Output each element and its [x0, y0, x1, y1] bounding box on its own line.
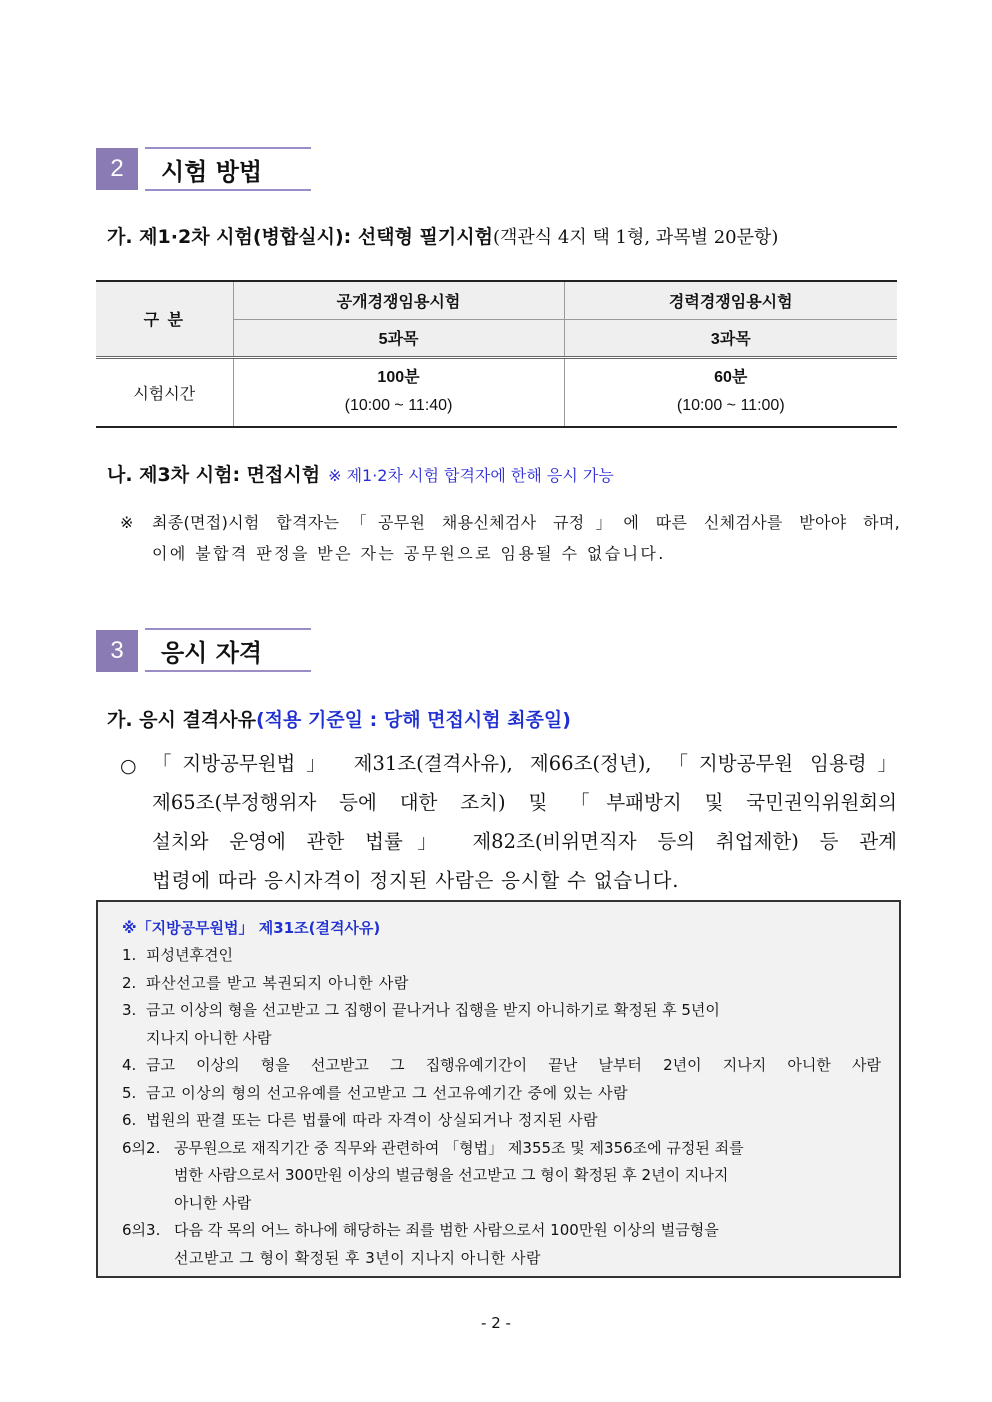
item-number: 2.: [122, 973, 137, 992]
interview-eligibility-note: ※ 제1·2차 시험 합격자에 한해 응시 가능: [328, 466, 614, 485]
item-text-block: [146, 997, 881, 1052]
career-duration: 60분: [714, 369, 748, 387]
item-text: 파산선고를 받고 복권되지 아니한 사람: [146, 973, 409, 992]
article-31-title: ※「지방공무원법」 제31조(결격사유): [122, 919, 381, 937]
item-text: 법원의 판결 또는 다른 법률에 따라 자격이 상실되거나 정지된 사람: [146, 1111, 599, 1129]
table-cell-open-time: [233, 357, 564, 427]
item-text: 공무원으로 재직기간 중 직무와 관련하여 「형법」 제355조 및 제356조에 규정된 죄를: [174, 1138, 744, 1157]
subheading-disqualification: [107, 705, 571, 732]
career-time-range: (10:00 ~ 11:00): [676, 397, 785, 415]
item-number: 6.: [122, 1111, 137, 1129]
item-number: 6의2.: [122, 1138, 161, 1157]
item-text: 아니한 사람: [174, 1193, 252, 1212]
item-text-block: [174, 1217, 881, 1272]
item-number: 5.: [122, 1083, 137, 1102]
article-item: [122, 1052, 881, 1080]
article-item: [122, 1080, 881, 1108]
open-time-range: (10:00 ~ 11:40): [344, 397, 453, 415]
table-cell-career-subjects: 3과목: [564, 319, 897, 357]
item-text: 금고 이상의 형의 선고유예를 선고받고 그 선고유예기간 중에 있는 사람: [146, 1083, 629, 1102]
reference-date-note: (적용 기준일 : 당해 면접시험 최종일): [255, 709, 571, 731]
notice-mark: ※: [120, 513, 134, 532]
table-cell-open-subjects: 5과목: [233, 319, 564, 357]
disqualification-paragraph: [152, 744, 897, 900]
subheading-disqualification-bold: 가. 응시 결격사유: [107, 709, 256, 731]
table-cell-career-time: [564, 357, 897, 427]
section-title: 시험 방법: [145, 147, 311, 191]
table-header-category: 구 분: [96, 281, 233, 357]
article-item: [122, 1135, 881, 1218]
item-text: 다음 각 목의 어느 하나에 해당하는 죄를 범한 사람으로서 100만원 이상의 벌금형을: [174, 1221, 719, 1239]
item-number: 4.: [122, 1056, 137, 1074]
article-item: [122, 1217, 881, 1272]
bullet-marker: ○: [120, 755, 137, 777]
item-text: 금고 이상의 형을 선고받고 그 집행이 끝나거나 집행을 받지 아니하기로 확정된 후 5년이: [146, 1001, 720, 1019]
paragraph-line: 제65조(부정행위자 등에 대한 조치) 및 「부패방지 및 국민권익위원회의: [152, 791, 897, 814]
article-item: [122, 970, 881, 998]
item-text: 범한 사람으로서 300만원 이상의 벌금형을 선고받고 그 형이 확정된 후 2년이 지나지: [174, 1166, 729, 1184]
item-text-block: [174, 1135, 881, 1218]
article-item: [122, 997, 881, 1052]
subheading-interview-bold: 나. 제3차 시험: 면접시험: [107, 464, 321, 486]
exam-schedule-table: [96, 280, 897, 428]
item-text: 지나지 아니한 사람: [146, 1028, 272, 1047]
item-number: 6의3.: [122, 1221, 161, 1239]
subheading-interview: [107, 460, 614, 487]
table-header-career-competition: 경력경쟁임용시험: [564, 281, 897, 319]
item-number: 1.: [122, 946, 137, 964]
paragraph-line: 법령에 따라 응시자격이 정지된 사람은 응시할 수 없습니다.: [152, 869, 680, 892]
section-title: 응시 자격: [145, 628, 311, 672]
subheading-written-exam: [107, 222, 778, 249]
item-text: 금고 이상의 형을 선고받고 그 집행유예기간이 끝난 날부터 2년이 지나지 아니한 사람: [146, 1056, 881, 1074]
physical-exam-notice: [120, 507, 900, 569]
section-number-badge: 3: [96, 630, 138, 672]
notice-line-2: 이에 불합격 판정을 받은 자는 공무원으로 임용될 수 없습니다.: [152, 544, 666, 563]
notice-line-1: 최종(면접)시험 합격자는「공무원 채용신체검사 규정」에 따른 신체검사를 받아야 하며,: [152, 513, 900, 532]
article-31-box: [96, 900, 901, 1278]
article-item: [122, 1107, 881, 1135]
article-item: [122, 942, 881, 970]
section-number-badge: 2: [96, 148, 138, 190]
paragraph-line: 설치와 운영에 관한 법률」 제82조(비위면직자 등의 취업제한) 등 관계: [152, 830, 897, 853]
table-row-label-exam-time: 시험시간: [96, 357, 233, 427]
item-number: 3.: [122, 1001, 137, 1019]
item-text: 선고받고 그 형이 확정된 후 3년이 지나지 아니한 사람: [174, 1248, 541, 1267]
table-header-open-competition: 공개경쟁임용시험: [233, 281, 564, 319]
subheading-detail: (객관식 4지 택 1형, 과목별 20문항): [492, 227, 779, 248]
paragraph-line: 「지방공무원법」 제31조(결격사유), 제66조(정년), 「지방공무원 임용령」: [152, 752, 897, 775]
item-text: 피성년후견인: [146, 946, 233, 964]
page-number: - 2 -: [481, 1314, 511, 1332]
open-duration: 100분: [377, 369, 420, 387]
subheading-bold: 가. 제1·2차 시험(병합실시): 선택형 필기시험: [107, 226, 493, 248]
